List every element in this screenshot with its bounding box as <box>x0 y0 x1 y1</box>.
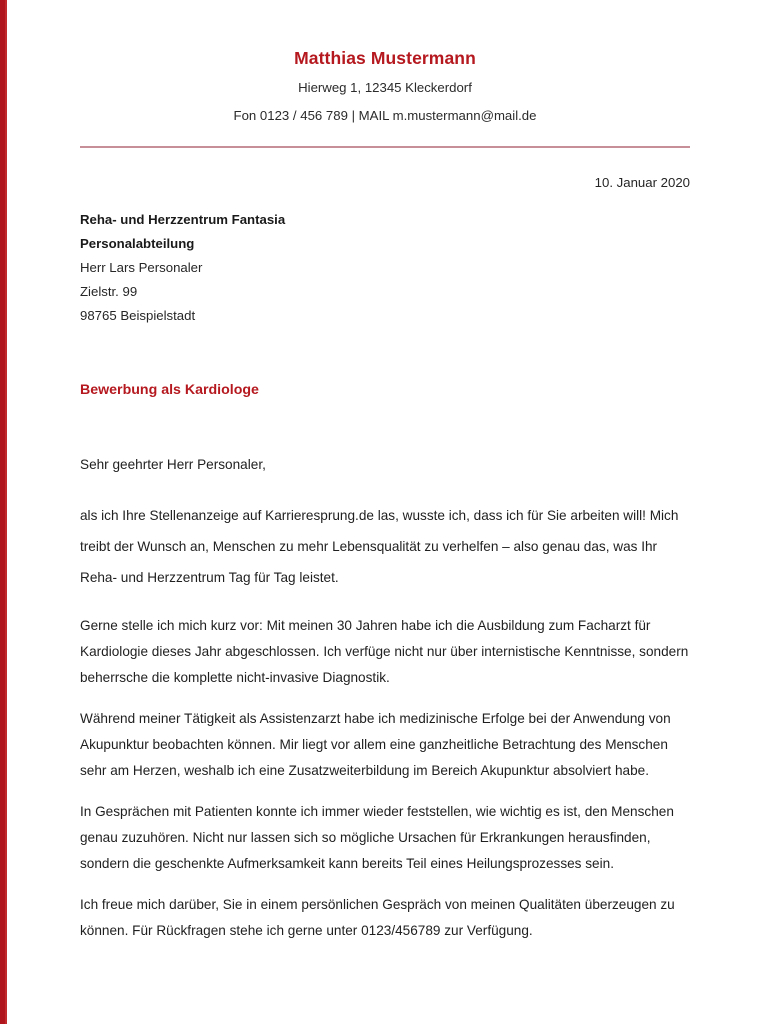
letter-subject: Bewerbung als Kardiologe <box>80 381 259 398</box>
header-divider <box>80 146 690 148</box>
recipient-company: Reha- und Herzzentrum Fantasia <box>80 211 286 227</box>
letter-body <box>80 500 690 944</box>
sender-name: Matthias Mustermann <box>294 48 476 68</box>
sender-contact: Fon 0123 / 456 789 | MAIL m.mustermann@mail.de <box>233 107 537 123</box>
recipient-street: Zielstr. 99 <box>80 283 138 299</box>
left-accent-stripe-highlight <box>5 0 7 1024</box>
recipient-department: Personalabteilung <box>80 235 195 251</box>
left-accent-stripe <box>0 0 7 1024</box>
body-paragraph-1: als ich Ihre Stellenanzeige auf Karrieresprung.de las, wusste ich, dass ich für Sie arbeiten will! Mich treibt der Wunsch an, Menschen zu mehr Lebensqualität zu verhelfen – also genau das, was Ihr Reha- und Herzzentrum Tag für Tag leistet. <box>80 507 679 585</box>
body-paragraph-5: Ich freue mich darüber, Sie in einem persönlichen Gespräch von meinen Qualitäten überzeugen zu können. Für Rückfragen stehe ich gerne unter 0123/456789 zur Verfügung. <box>80 896 675 938</box>
body-paragraph-2: Gerne stelle ich mich kurz vor: Mit meinen 30 Jahren habe ich die Ausbildung zum Facharzt für Kardiologie dieses Jahr abgeschlossen. Ich verfüge nicht nur über internistische Kenntnisse, sondern beherrsche die komplette nicht-invasive Diagnostik. <box>80 617 689 685</box>
letter-content <box>80 0 690 944</box>
letter-salutation: Sehr geehrter Herr Personaler, <box>80 456 266 472</box>
recipient-person: Herr Lars Personaler <box>80 259 203 275</box>
sender-address: Hierweg 1, 12345 Kleckerdorf <box>298 80 472 95</box>
recipient-city: 98765 Beispielstadt <box>80 307 196 323</box>
recipient-address-block <box>80 208 690 328</box>
letterhead <box>80 0 690 123</box>
letter-date: 10. Januar 2020 <box>594 175 690 191</box>
body-paragraph-3: Während meiner Tätigkeit als Assistenzarzt habe ich medizinische Erfolge bei der Anwendung von Akupunktur beobachten können. Mir liegt vor allem eine ganzheitliche Betrachtung des Menschen sehr am Herzen, weshalb ich eine Zusatzweiterbildung im Bereich Akupunktur absolviert habe. <box>80 710 671 778</box>
body-paragraph-4: In Gesprächen mit Patienten konnte ich immer wieder feststellen, wie wichtig es ist, den Menschen genau zuzuhören. Nicht nur lassen sich so mögliche Ursachen für Erkrankungen herausfinden, sondern die geschenkte Aufmerksamkeit kann bereits Teil eines Heilungsprozesses sein. <box>80 803 674 871</box>
